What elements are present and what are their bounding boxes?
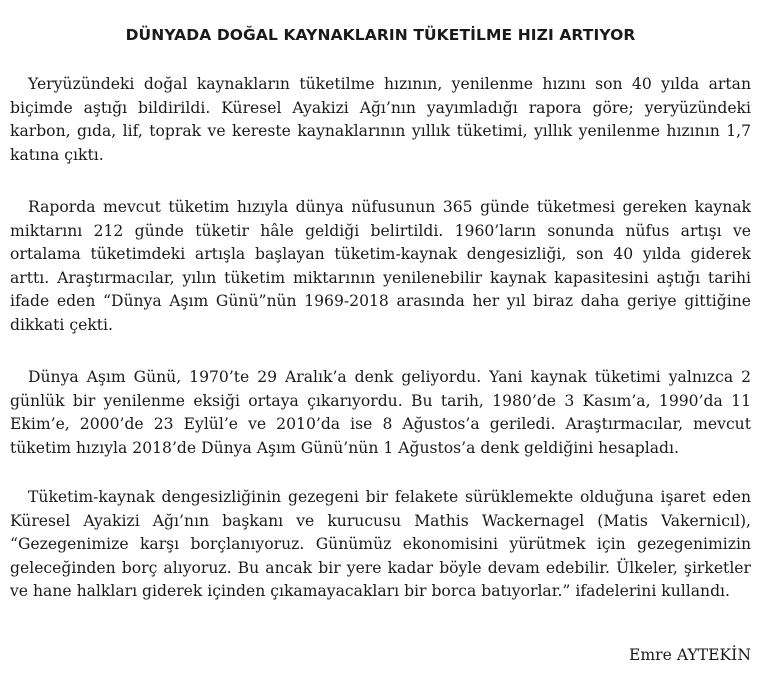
article-paragraph-1: Yeryüzündeki doğal kaynakların tüketilme hızının, yenilenme hızını son 40 yılda artan biçimde aştığı bildirildi. Küresel Ayakizi Ağı’nın yayımladığı rapora göre; yeryüzündeki karbon, gıda, lif, toprak ve kereste kaynaklarının yıllık tüketimi, yıllık yenilenme hızının 1,7 katına çıktı. [10,75,751,164]
article-paragraph-4: Tüketim-kaynak dengesizliğinin gezegeni bir felakete sürüklemekte olduğuna işaret eden Küresel Ayakizi Ağı’nın başkanı ve kurucusu Mathis Wackernagel (Matis Vakernicıl), “Gezegenimize karşı borçlanıyoruz. Günümüz ekonomisini yürütmek için gezegenimizin geleceğinden borç alıyoruz. Bu ancak bir yere kadar böyle devam edebilir. Ülkeler, şirketler ve hane halkları giderek içinden çıkamayacakları bir borca batıyorlar.” ifadelerini kullandı. [10,488,751,600]
article-page [10,0,751,682]
article-title: DÜNYADA DOĞAL KAYNAKLARIN TÜKETİLME HIZI ARTIYOR [125,26,636,44]
article-paragraph-3: Dünya Aşım Günü, 1970’te 29 Aralık’a denk geliyordu. Yani kaynak tüketimi yalnızca 2 günlük bir yenilenme eksiği ortaya çıkarıyordu. Bu tarih, 1980’de 3 Kasım’a, 1990’da 11 Ekim’e, 2000’de 23 Eylül’e ve 2010’da ise 8 Ağustos’a geriledi. Araştırmacılar, mevcut tüketim hızıyla 2018’de Dünya Aşım Günü’nün 1 Ağustos’a denk geldiğini hesapladı. [10,368,751,457]
article-author: Emre AYTEKİN [629,646,751,664]
article-paragraph-2: Raporda mevcut tüketim hızıyla dünya nüfusunun 365 günde tüketmesi gereken kaynak miktarını 212 günde tüketir hâle geldiği belirtildi. 1960’ların sonunda nüfus artışı ve ortalama tüketimdeki artışla başlayan tüketim-kaynak dengesizliği, son 40 yılda giderek arttı. Araştırmacılar, yılın tüketim miktarının yenilenebilir kaynak kapasitesini aştığı tarihi ifade eden “Dünya Aşım Günü”nün 1969-2018 arasında her yıl biraz daha geriye gittiğine dikkati çekti. [10,198,751,334]
